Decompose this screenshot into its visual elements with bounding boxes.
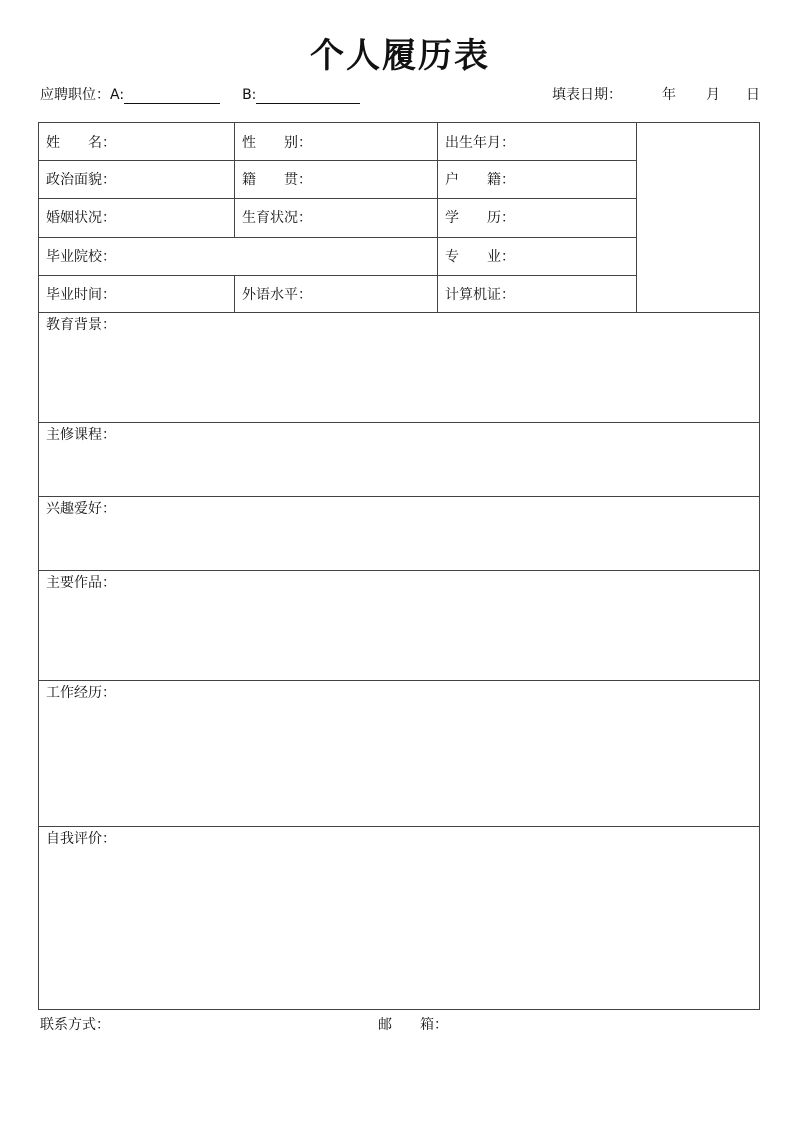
grad-time-label: 毕业时间： xyxy=(46,287,116,303)
computer-label: 计算机证： xyxy=(445,287,515,303)
education-label: 教育背景： xyxy=(46,317,116,333)
works-label: 主要作品： xyxy=(46,575,116,591)
political-label: 政治面貌： xyxy=(46,172,116,188)
email-label: 邮 箱： xyxy=(378,1017,448,1033)
position-label: 应聘职位：A: xyxy=(40,87,125,103)
position-a-blank[interactable] xyxy=(124,88,220,104)
grid-line xyxy=(39,237,636,238)
fertility-label: 生育状况： xyxy=(242,210,312,226)
grid-line xyxy=(39,160,636,161)
position-b-label: B: xyxy=(242,87,257,103)
major-label: 专 业： xyxy=(445,249,515,265)
date-day: 日 xyxy=(746,87,760,103)
date-group xyxy=(552,84,760,104)
grid-line xyxy=(39,826,759,827)
resume-form xyxy=(38,122,760,1010)
grid-line xyxy=(39,496,759,497)
position-group xyxy=(40,84,360,104)
marital-label: 婚姻状况： xyxy=(46,210,116,226)
date-label: 填表日期： xyxy=(552,87,622,103)
birth-label: 出生年月： xyxy=(445,135,515,151)
grid-line xyxy=(39,680,759,681)
degree-label: 学 历： xyxy=(445,210,515,226)
self-eval-label: 自我评价： xyxy=(46,831,116,847)
contact-label: 联系方式： xyxy=(40,1017,110,1033)
position-b-blank[interactable] xyxy=(256,88,360,104)
gender-label: 性 别： xyxy=(242,135,312,151)
native-label: 籍 贯： xyxy=(242,172,312,188)
grid-line xyxy=(437,123,438,312)
school-label: 毕业院校： xyxy=(46,249,116,265)
language-label: 外语水平： xyxy=(242,287,312,303)
page-title: 个人履历表 xyxy=(310,36,490,76)
grid-line xyxy=(39,422,759,423)
grid-line xyxy=(234,123,235,237)
grid-line xyxy=(39,312,759,313)
experience-label: 工作经历： xyxy=(46,685,116,701)
date-year: 年 xyxy=(662,87,676,103)
grid-line xyxy=(39,570,759,571)
photo-area[interactable] xyxy=(637,123,759,312)
household-label: 户 籍： xyxy=(445,172,515,188)
grid-line xyxy=(39,275,636,276)
hobbies-label: 兴趣爱好： xyxy=(46,501,116,517)
grid-line xyxy=(39,198,636,199)
courses-label: 主修课程： xyxy=(46,427,116,443)
header-line xyxy=(40,84,760,104)
grid-line xyxy=(234,275,235,312)
date-month: 月 xyxy=(706,87,720,103)
name-label: 姓 名： xyxy=(46,135,116,151)
